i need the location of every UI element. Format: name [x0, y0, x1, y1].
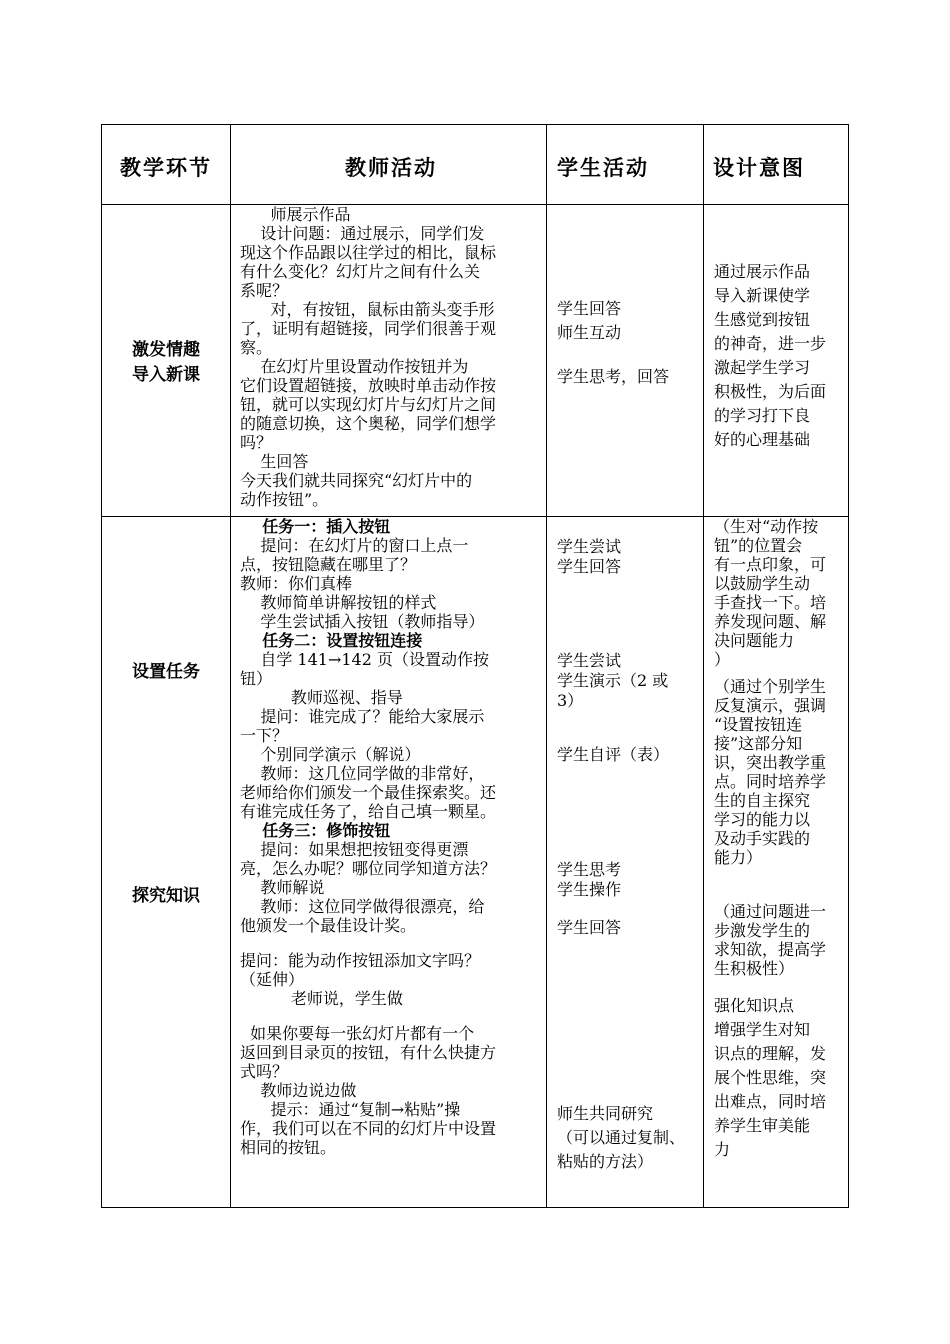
teacher-line: 教师巡视、指导 [240, 688, 403, 707]
teacher-line: 设计问题：通过展示，同学们发 [240, 224, 485, 243]
teacher-line: 式吗？ [240, 1062, 289, 1081]
student-line: 师生共同研究 [557, 1104, 654, 1123]
intent-line: （通过个别学生 [714, 677, 827, 696]
intent-line: 钮”的位置会 [714, 536, 803, 555]
student-line: 学生操作 [557, 880, 622, 899]
intent-line: 决问题能力 [714, 631, 795, 650]
intent-line: 出难点，同时培 [714, 1092, 827, 1111]
student-line [557, 343, 699, 367]
teacher-line: 对，有按钮，鼠标由箭头变手形 [240, 300, 495, 319]
student-line: 学生思考 [557, 860, 622, 879]
task-student-activity-5 [557, 918, 699, 938]
teacher-line: 作，我们可以在不同的幻灯片中设置 [240, 1119, 497, 1138]
stage-line: 导入新课 [132, 365, 200, 385]
header-design-intent: 设计意图 [713, 155, 805, 180]
column-divider-3 [703, 124, 704, 1208]
teacher-line: 任务三：修饰按钮 [240, 821, 391, 840]
teacher-line: 如果你要每一张幻灯片都有一个 [240, 1024, 475, 1043]
table-border-top [101, 124, 849, 125]
teacher-line: 它们设置超链接，放映时单击动作按 [240, 376, 497, 395]
task-student-activity-4 [557, 860, 699, 900]
intent-line: 养发现问题、解 [714, 612, 827, 631]
intent-line: 激起学生学习 [714, 358, 811, 377]
student-line: 学生回答 [557, 918, 622, 937]
student-line: 学生思考，回答 [557, 367, 670, 386]
intent-line: 有一点印象，可 [714, 555, 827, 574]
teacher-line: 老师说，学生做 [240, 989, 403, 1008]
intro-student-activity [557, 299, 699, 387]
intent-line: 识，突出教学重 [714, 753, 827, 772]
student-line: 学生回答 [557, 299, 622, 318]
teacher-line: 有什么变化？幻灯片之间有什么关 [240, 262, 481, 281]
column-divider-1 [230, 124, 231, 1208]
student-line: 粘贴的方法） [557, 1152, 654, 1171]
teacher-line: 教师：你们真棒 [240, 574, 353, 593]
teacher-line: 任务二：设置按钮连接 [240, 631, 423, 650]
teacher-line: 一下？ [240, 726, 289, 745]
teacher-line: 提问：如果想把按钮变得更漂 [240, 840, 469, 859]
task-design-intent-4 [714, 994, 844, 1162]
header-student-activity: 学生活动 [557, 155, 649, 180]
intro-teacher-activity [240, 205, 540, 509]
intent-line: 养学生审美能 [714, 1116, 811, 1135]
task-student-activity-1 [557, 537, 699, 577]
teacher-line: 他颁发一个最佳设计奖。 [240, 916, 417, 935]
table-border-bottom [101, 1207, 849, 1208]
teacher-line: 教师：这几位同学做的非常好， [240, 764, 485, 783]
student-line: 学生自评（表） [557, 745, 670, 764]
intent-line: 步激发学生的 [714, 921, 811, 940]
teacher-line: 的随意切换，这个奥秘，同学们想学 [240, 414, 497, 433]
intent-line: （生对“动作按 [714, 517, 819, 536]
column-divider-2 [546, 124, 547, 1208]
header-stage: 教学环节 [120, 155, 212, 180]
task-design-intent-1 [714, 517, 844, 669]
intro-design-intent [714, 260, 844, 452]
intent-line: 好的心理基础 [714, 430, 811, 449]
teacher-line [240, 1008, 540, 1024]
teacher-line: （延伸） [240, 970, 305, 989]
intent-line: 导入新课使学 [714, 286, 811, 305]
teacher-line: 吗？ [240, 433, 273, 452]
intent-line: 学习的能力以 [714, 810, 811, 829]
student-line: 学生尝试 [557, 651, 622, 670]
stage-set-task: 设置任务 [132, 662, 200, 682]
intent-line: 通过展示作品 [714, 262, 811, 281]
teacher-line: 提问：谁完成了？能给大家展示 [240, 707, 485, 726]
task-teacher-activity [240, 517, 540, 1157]
table-border-right [848, 124, 849, 1208]
teacher-line: 今天我们就共同探究“幻灯片中的 [240, 471, 473, 490]
intent-line: 积极性，为后面 [714, 382, 827, 401]
intent-line: 生感觉到按钮 [714, 310, 811, 329]
teacher-line: 任务一：插入按钮 [240, 517, 391, 536]
task-student-activity-2 [557, 651, 699, 711]
intent-line: 力 [714, 1140, 731, 1159]
task-student-activity-3 [557, 745, 699, 765]
student-line: 学生尝试 [557, 537, 622, 556]
teacher-line: 学生尝试插入按钮（教师指导） [240, 612, 485, 631]
intent-line: 求知欲，提高学 [714, 940, 827, 959]
task-design-intent-2 [714, 677, 844, 867]
teacher-line: 动作按钮”。 [240, 490, 329, 509]
student-line: 3） [557, 691, 584, 710]
intent-line: 的神奇，进一步 [714, 334, 827, 353]
teacher-line: 察。 [240, 338, 273, 357]
stage-intro [102, 338, 230, 388]
teacher-line: 现这个作品跟以往学过的相比，鼠标 [240, 243, 497, 262]
stage-line: 激发情趣 [132, 340, 200, 360]
teacher-line: 提示：通过“复制→粘贴”操 [240, 1100, 461, 1119]
student-line: （可以通过复制、 [557, 1128, 686, 1147]
student-line: 师生互动 [557, 323, 622, 342]
intent-line: 生的自主探究 [714, 791, 811, 810]
intent-line: 手查找一下。培 [714, 593, 827, 612]
teacher-line: 在幻灯片里设置动作按钮并为 [240, 357, 469, 376]
teacher-line: 点，按钮隐藏在哪里了？ [240, 555, 417, 574]
teacher-line: 提问：能为动作按钮添加文字吗？ [240, 951, 481, 970]
intent-line: “设置按钮连 [714, 715, 803, 734]
intent-line: 及动手实践的 [714, 829, 811, 848]
teacher-line: 师展示作品 [240, 205, 351, 224]
intent-line: 展个性思维，突 [714, 1068, 827, 1087]
header-teacher-activity: 教师活动 [345, 155, 437, 180]
teacher-line: 了，证明有超链接，同学们很善于观 [240, 319, 497, 338]
student-line: 学生演示（2 或 [557, 671, 669, 690]
task-design-intent-3 [714, 902, 844, 978]
teacher-line: 教师：这位同学做得很漂亮，给 [240, 897, 485, 916]
intent-line: 识点的理解，发 [714, 1044, 827, 1063]
teacher-line [240, 935, 540, 951]
teacher-line: 相同的按钮。 [240, 1138, 337, 1157]
student-line: 学生回答 [557, 557, 622, 576]
intent-line: 强化知识点 [714, 996, 795, 1015]
teacher-line: 自学 141→142 页（设置动作按 [240, 650, 490, 669]
intent-line: 以鼓励学生动 [714, 574, 811, 593]
teacher-line: 教师解说 [240, 878, 325, 897]
teacher-line: 钮） [240, 669, 273, 688]
intent-line: 反复演示，强调 [714, 696, 827, 715]
stage-explore-knowledge: 探究知识 [132, 886, 200, 906]
intent-line: 接”这部分知 [714, 734, 803, 753]
teacher-line: 返回到目录页的按钮，有什么快捷方 [240, 1043, 497, 1062]
intent-line: ） [714, 650, 731, 669]
intent-line: 生积极性） [714, 959, 795, 978]
teacher-line: 生回答 [240, 452, 309, 471]
task-student-activity-6 [557, 1102, 702, 1174]
intent-line: 的学习打下良 [714, 406, 811, 425]
teacher-line: 系呢？ [240, 281, 289, 300]
teacher-line: 有谁完成任务了，给自己填一颗星。 [240, 802, 497, 821]
intent-line: 增强学生对知 [714, 1020, 811, 1039]
teacher-line: 钮，就可以实现幻灯片与幻灯片之间 [240, 395, 497, 414]
intent-line: （通过问题进一 [714, 902, 827, 921]
teacher-line: 教师简单讲解按钮的样式 [240, 593, 437, 612]
teacher-line: 提问：在幻灯片的窗口上点一 [240, 536, 469, 555]
intent-line: 能力） [714, 848, 763, 867]
teacher-line: 老师给你们颁发一个最佳探索奖。还 [240, 783, 497, 802]
teacher-line: 亮，怎么办呢？哪位同学知道方法？ [240, 859, 497, 878]
intent-line: 点。同时培养学 [714, 772, 827, 791]
teacher-line: 教师边说边做 [240, 1081, 357, 1100]
teacher-line: 个别同学演示（解说） [240, 745, 421, 764]
